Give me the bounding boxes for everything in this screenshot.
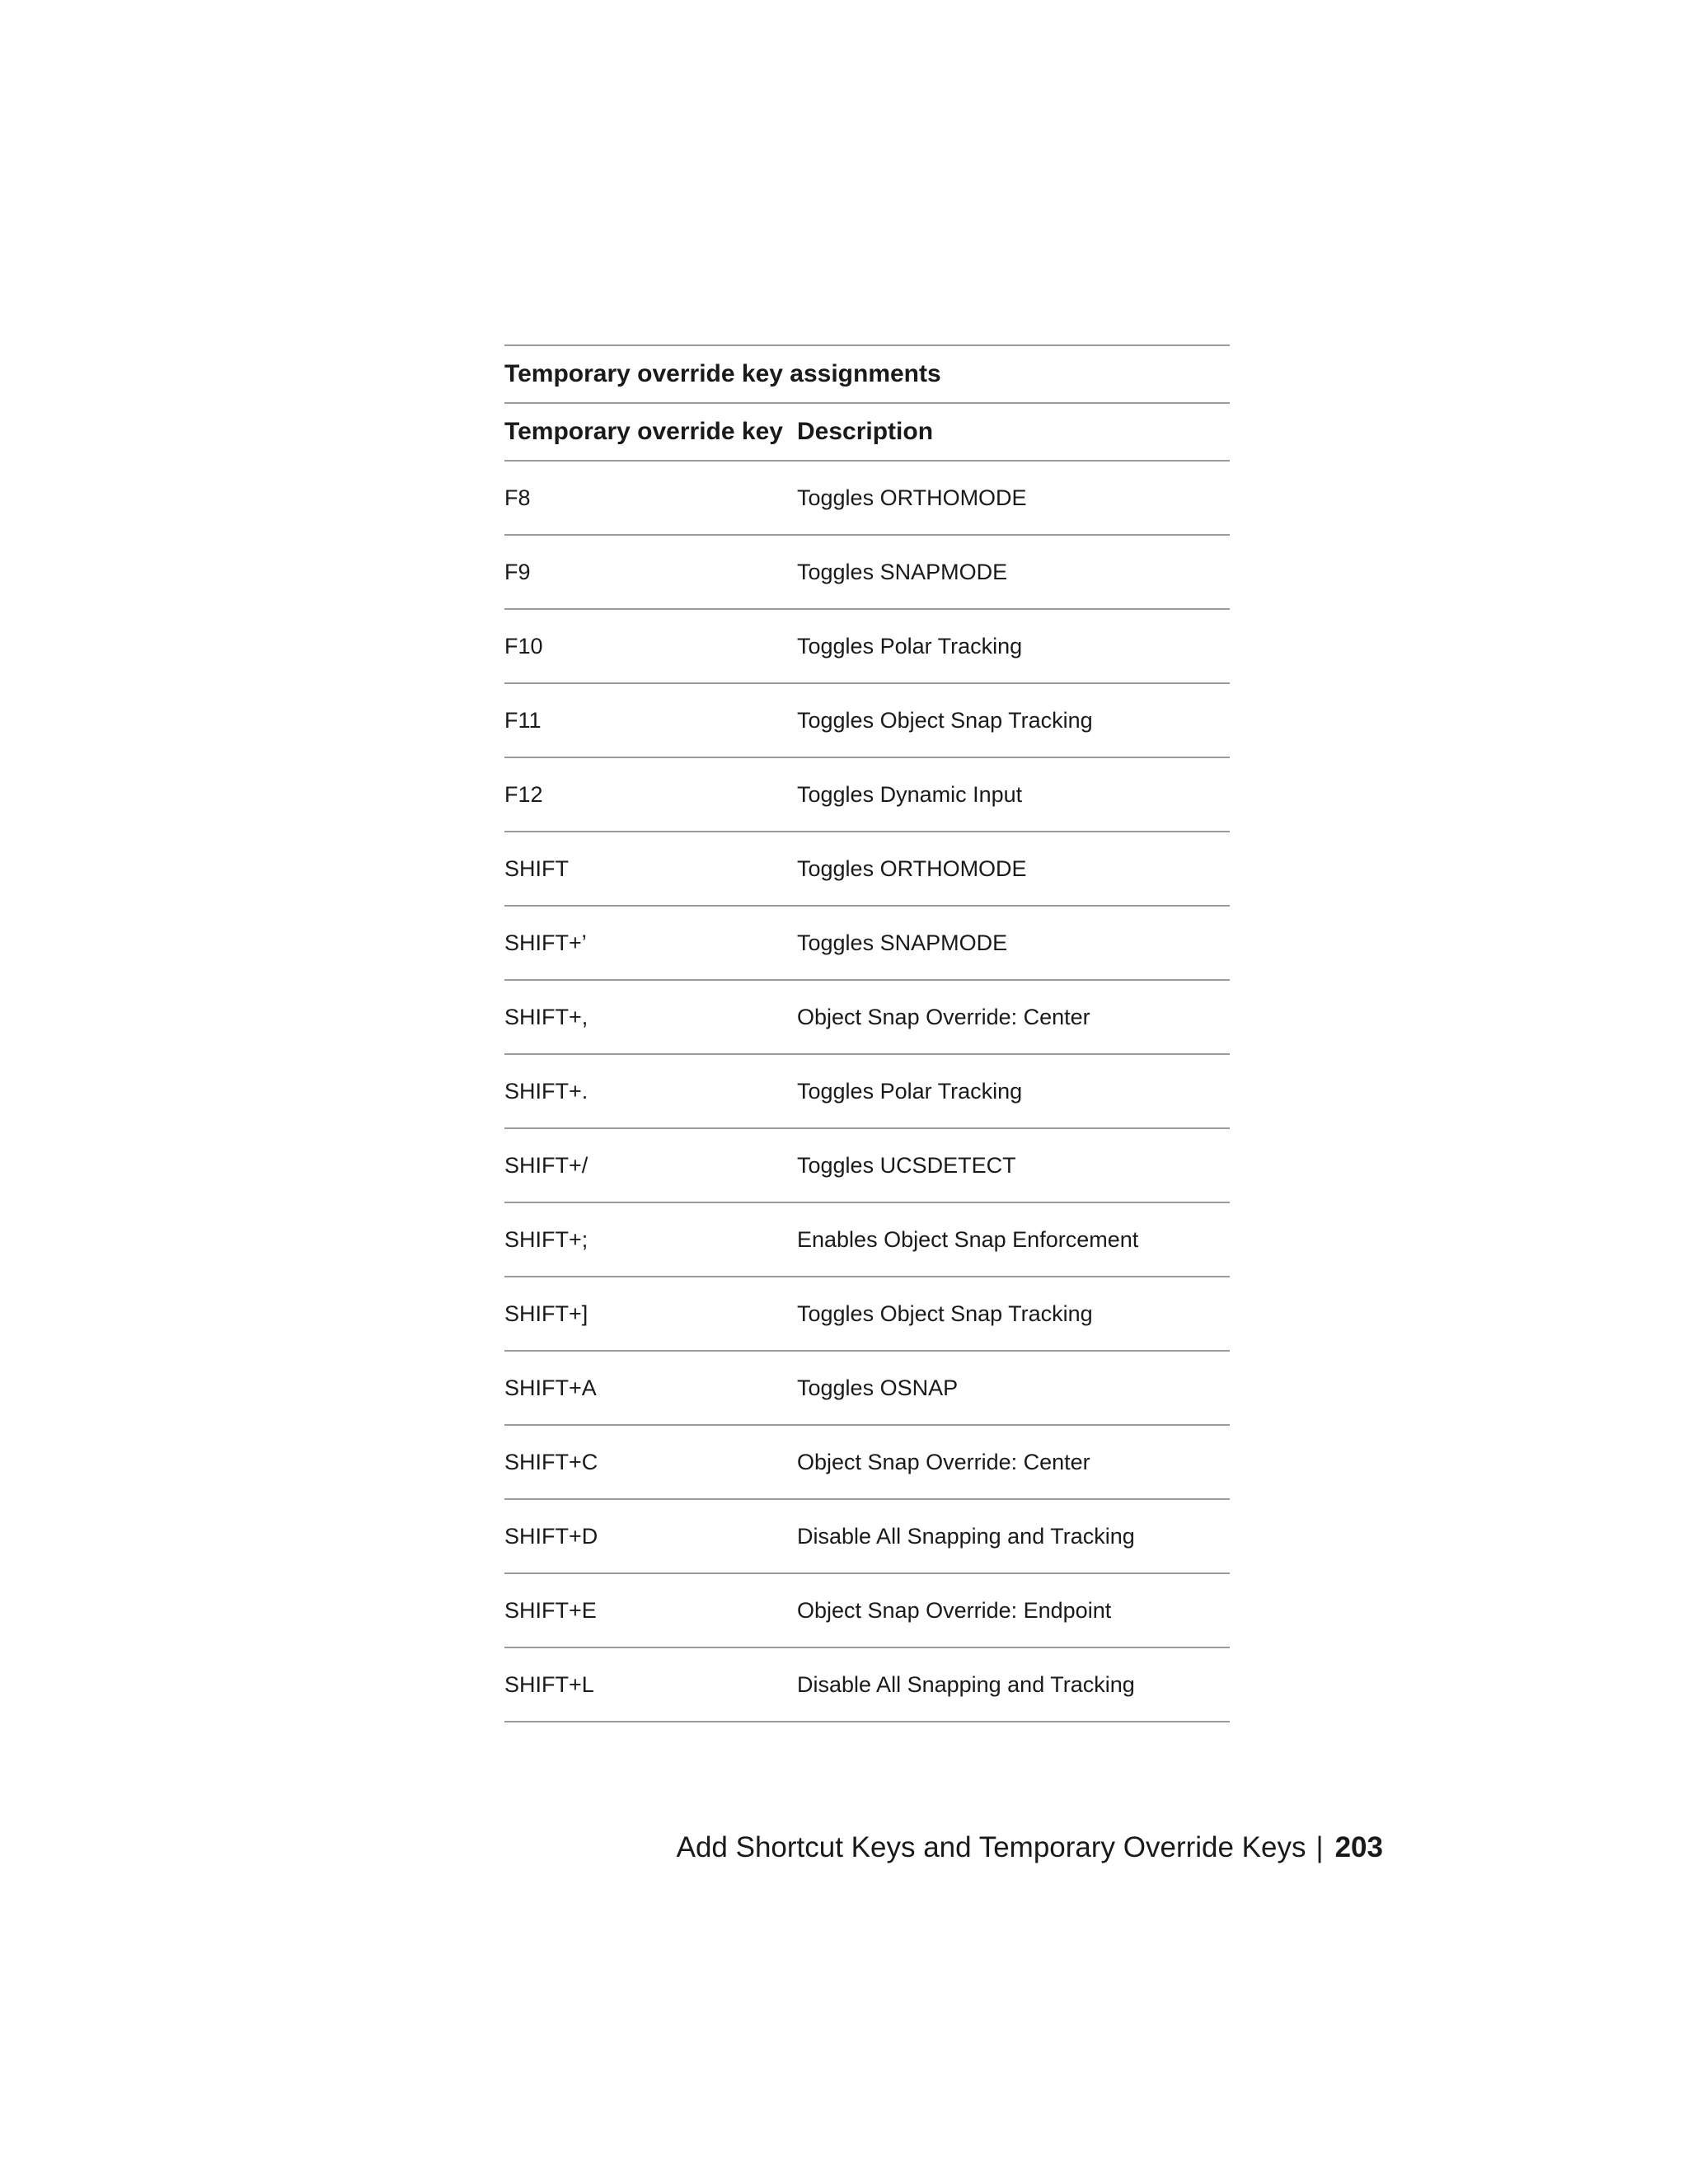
row-key: SHIFT+’: [504, 930, 587, 955]
table-row: [504, 536, 1230, 610]
row-description: Toggles ORTHOMODE: [797, 855, 1027, 881]
table-row: [504, 462, 1230, 536]
footer-section-title: Add Shortcut Keys and Temporary Override Keys: [676, 1831, 1306, 1863]
row-description: Toggles Polar Tracking: [797, 1078, 1023, 1104]
footer-separator: |: [1315, 1831, 1324, 1863]
row-description: Toggles ORTHOMODE: [797, 485, 1027, 510]
row-key: SHIFT: [504, 855, 569, 881]
page-number: 203: [1334, 1831, 1383, 1863]
table-row: [504, 1500, 1230, 1574]
override-key-table: [504, 344, 1230, 1722]
row-description: Toggles Object Snap Tracking: [797, 1301, 1093, 1326]
table-row: [504, 1426, 1230, 1500]
row-key: SHIFT+A: [504, 1375, 597, 1400]
table-header-row: [504, 404, 1230, 462]
table-row: [504, 684, 1230, 758]
row-description: Disable All Snapping and Tracking: [797, 1671, 1135, 1697]
row-description: Toggles SNAPMODE: [797, 930, 1008, 955]
row-key: F9: [504, 559, 531, 584]
row-key: SHIFT+E: [504, 1597, 597, 1623]
row-key: SHIFT+D: [504, 1523, 598, 1549]
row-key: SHIFT+,: [504, 1004, 588, 1029]
table-row: [504, 1352, 1230, 1426]
row-key: SHIFT+C: [504, 1449, 598, 1474]
row-key: SHIFT+/: [504, 1152, 588, 1178]
row-key: F8: [504, 485, 531, 510]
table-row: [504, 1277, 1230, 1352]
row-description: Object Snap Override: Center: [797, 1004, 1090, 1029]
table-row: [504, 1203, 1230, 1277]
table-row: [504, 1129, 1230, 1203]
column-header-key: Temporary override key: [504, 418, 783, 445]
table-row: [504, 1055, 1230, 1129]
table-row: [504, 832, 1230, 907]
table-row: [504, 1574, 1230, 1648]
row-key: SHIFT+]: [504, 1301, 588, 1326]
table-caption-text: Temporary override key assignments: [504, 360, 941, 387]
table-row: [504, 1648, 1230, 1722]
table-body: [504, 462, 1230, 1722]
row-description: Disable All Snapping and Tracking: [797, 1523, 1135, 1549]
row-description: Toggles SNAPMODE: [797, 559, 1008, 584]
column-header-description: Description: [797, 418, 934, 445]
table-row: [504, 758, 1230, 832]
row-key: F12: [504, 781, 543, 807]
row-key: SHIFT+;: [504, 1226, 588, 1252]
row-key: SHIFT+L: [504, 1671, 594, 1697]
page-footer: [677, 1831, 1383, 1864]
row-key: F11: [504, 707, 542, 733]
row-key: F10: [504, 633, 543, 658]
table-caption: [504, 344, 1230, 404]
row-description: Object Snap Override: Endpoint: [797, 1597, 1112, 1623]
row-key: SHIFT+.: [504, 1078, 588, 1104]
row-description: Object Snap Override: Center: [797, 1449, 1090, 1474]
row-description: Toggles OSNAP: [797, 1375, 959, 1400]
row-description: Enables Object Snap Enforcement: [797, 1226, 1139, 1252]
row-description: Toggles Dynamic Input: [797, 781, 1023, 807]
table-row: [504, 610, 1230, 684]
row-description: Toggles Polar Tracking: [797, 633, 1023, 658]
table-row: [504, 981, 1230, 1055]
table-row: [504, 907, 1230, 981]
row-description: Toggles Object Snap Tracking: [797, 707, 1093, 733]
row-description: Toggles UCSDETECT: [797, 1152, 1016, 1178]
